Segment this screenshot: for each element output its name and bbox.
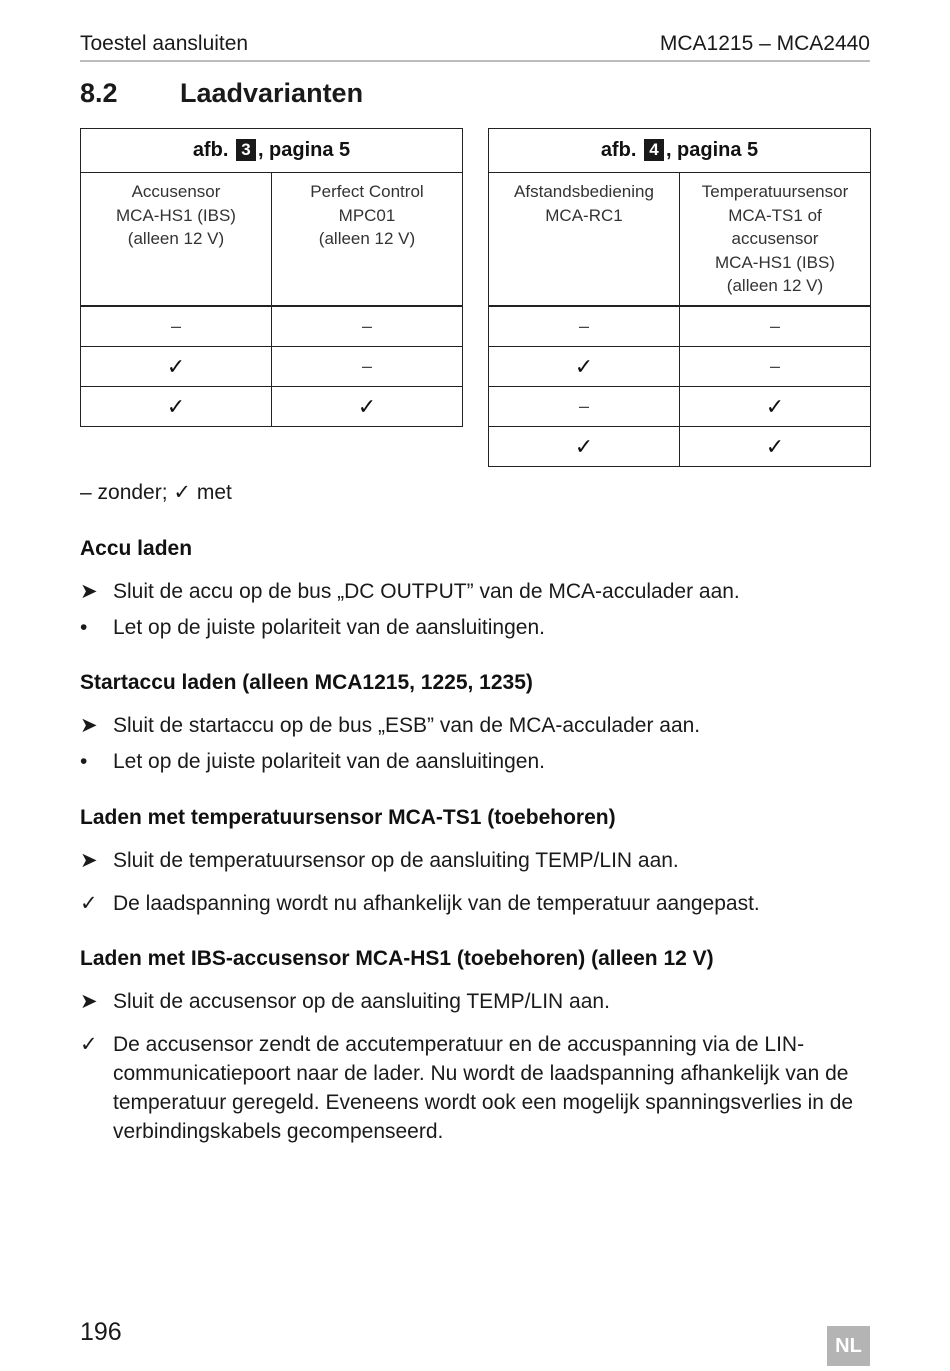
checkmark-icon: ✓: [489, 347, 680, 387]
dash-icon: –: [680, 347, 871, 387]
column-header-line: (alleen 12 V): [318, 229, 416, 248]
step-text: Sluit de accusensor op de aansluiting TEMP/LIN aan.: [113, 990, 610, 1013]
header-model-range: MCA1215 – MCA2440: [659, 32, 870, 55]
column-header-line: MCA-RC1: [545, 205, 623, 225]
checkmark-icon: ✓: [80, 892, 98, 915]
checkmark-icon: ✓: [81, 387, 272, 427]
column-header-line: Temperatuursensor: [701, 182, 849, 201]
bullet-icon: •: [80, 616, 88, 639]
checkmark-icon: ✓: [680, 387, 871, 427]
caption-suffix: , pagina 5: [665, 139, 759, 161]
section-title: Laadvarianten: [180, 78, 364, 108]
caption-prefix: afb.: [192, 139, 229, 161]
step-text: Sluit de startaccu op de bus „ESB” van de MCA-acculader aan.: [113, 714, 701, 737]
column-header-line: Accusensor: [131, 182, 221, 201]
arrow-icon: ➤: [80, 580, 98, 603]
variants-table-left: [80, 128, 463, 427]
figure-number-badge: 3: [236, 139, 256, 161]
column-header-line: MCA-HS1 (IBS): [715, 252, 835, 272]
language-badge: NL: [827, 1326, 870, 1366]
result-note: [80, 889, 870, 918]
arrow-icon: ➤: [80, 714, 98, 737]
checkmark-icon: ✓: [272, 387, 463, 427]
result-note: [80, 1030, 870, 1146]
column-header-remote-control: [489, 173, 680, 307]
subheading-startaccu-laden: Startaccu laden (alleen MCA1215, 1225, 1235): [80, 671, 533, 694]
result-text: De laadspanning wordt nu afhankelijk van de temperatuur aangepast.: [113, 892, 760, 915]
column-header-line: (alleen 12 V): [726, 276, 824, 295]
dash-icon: –: [489, 306, 680, 347]
subheading-ibs-accusensor: Laden met IBS-accusensor MCA-HS1 (toebehoren) (alleen 12 V): [80, 947, 714, 970]
page-number: 196: [80, 1318, 122, 1346]
bullet-note: [80, 613, 870, 642]
page-header: [80, 30, 870, 62]
checkmark-icon: ✓: [81, 347, 272, 387]
dash-icon: –: [680, 306, 871, 347]
bullet-note: [80, 747, 870, 776]
column-header-line: MCA-TS1 of: [728, 205, 822, 225]
column-header-temperature-sensor: [680, 173, 871, 307]
table-row: [489, 347, 871, 387]
table-row: [489, 306, 871, 347]
action-step: [80, 711, 870, 740]
table-caption: [489, 129, 871, 173]
dash-icon: –: [81, 306, 272, 347]
table-caption: [81, 129, 463, 173]
action-step: [80, 577, 870, 606]
figure-number-badge: 4: [644, 139, 664, 161]
section-heading: [80, 78, 363, 109]
column-header-line: Afstandsbediening: [514, 182, 654, 201]
action-step: [80, 987, 870, 1016]
section-number: 8.2: [80, 78, 118, 108]
note-text: Let op de juiste polariteit van de aansluitingen.: [113, 616, 545, 639]
table-row: [489, 387, 871, 427]
dash-icon: –: [272, 347, 463, 387]
column-header-line: (alleen 12 V): [127, 229, 225, 248]
column-header-perfect-control: [272, 173, 463, 307]
dash-icon: –: [272, 306, 463, 347]
column-header-line: accusensor: [731, 229, 819, 248]
checkmark-icon: ✓: [680, 427, 871, 467]
caption-suffix: , pagina 5: [257, 139, 351, 161]
table-row: [81, 387, 463, 427]
step-text: Sluit de temperatuursensor op de aansluiting TEMP/LIN aan.: [113, 849, 679, 872]
table-row: [81, 347, 463, 387]
checkmark-icon: ✓: [80, 1033, 98, 1056]
bullet-icon: •: [80, 750, 88, 773]
column-header-accusensor: [81, 173, 272, 307]
step-text: Sluit de accu op de bus „DC OUTPUT” van de MCA-acculader aan.: [113, 580, 740, 603]
result-text: De accusensor zendt de accutemperatuur en de accuspanning via de LIN-communicatiepoort naar de lader. Nu wordt de laadspanning afhankelijk van de temperatuur geregeld. Eveneens wordt ook een mogelijk spanningsverlies in de verbindingskabels gecompenseerd.: [113, 1033, 854, 1143]
header-chapter-title: Toestel aansluiten: [80, 32, 249, 55]
note-text: Let op de juiste polariteit van de aansluitingen.: [113, 750, 545, 773]
checkmark-icon: ✓: [489, 427, 680, 467]
table-row: [81, 306, 463, 347]
caption-prefix: afb.: [600, 139, 637, 161]
variants-table-right: [488, 128, 871, 467]
subheading-accu-laden: Accu laden: [80, 537, 193, 560]
arrow-icon: ➤: [80, 990, 98, 1013]
column-header-line: MPC01: [338, 205, 396, 225]
subheading-temperatuursensor: Laden met temperatuursensor MCA-TS1 (toebehoren): [80, 806, 616, 829]
table-legend: – zonder; ✓ met: [80, 481, 232, 504]
column-header-line: Perfect Control: [310, 182, 424, 201]
action-step: [80, 846, 870, 875]
dash-icon: –: [489, 387, 680, 427]
arrow-icon: ➤: [80, 849, 98, 872]
column-header-line: MCA-HS1 (IBS): [116, 205, 236, 225]
table-row: [489, 427, 871, 467]
